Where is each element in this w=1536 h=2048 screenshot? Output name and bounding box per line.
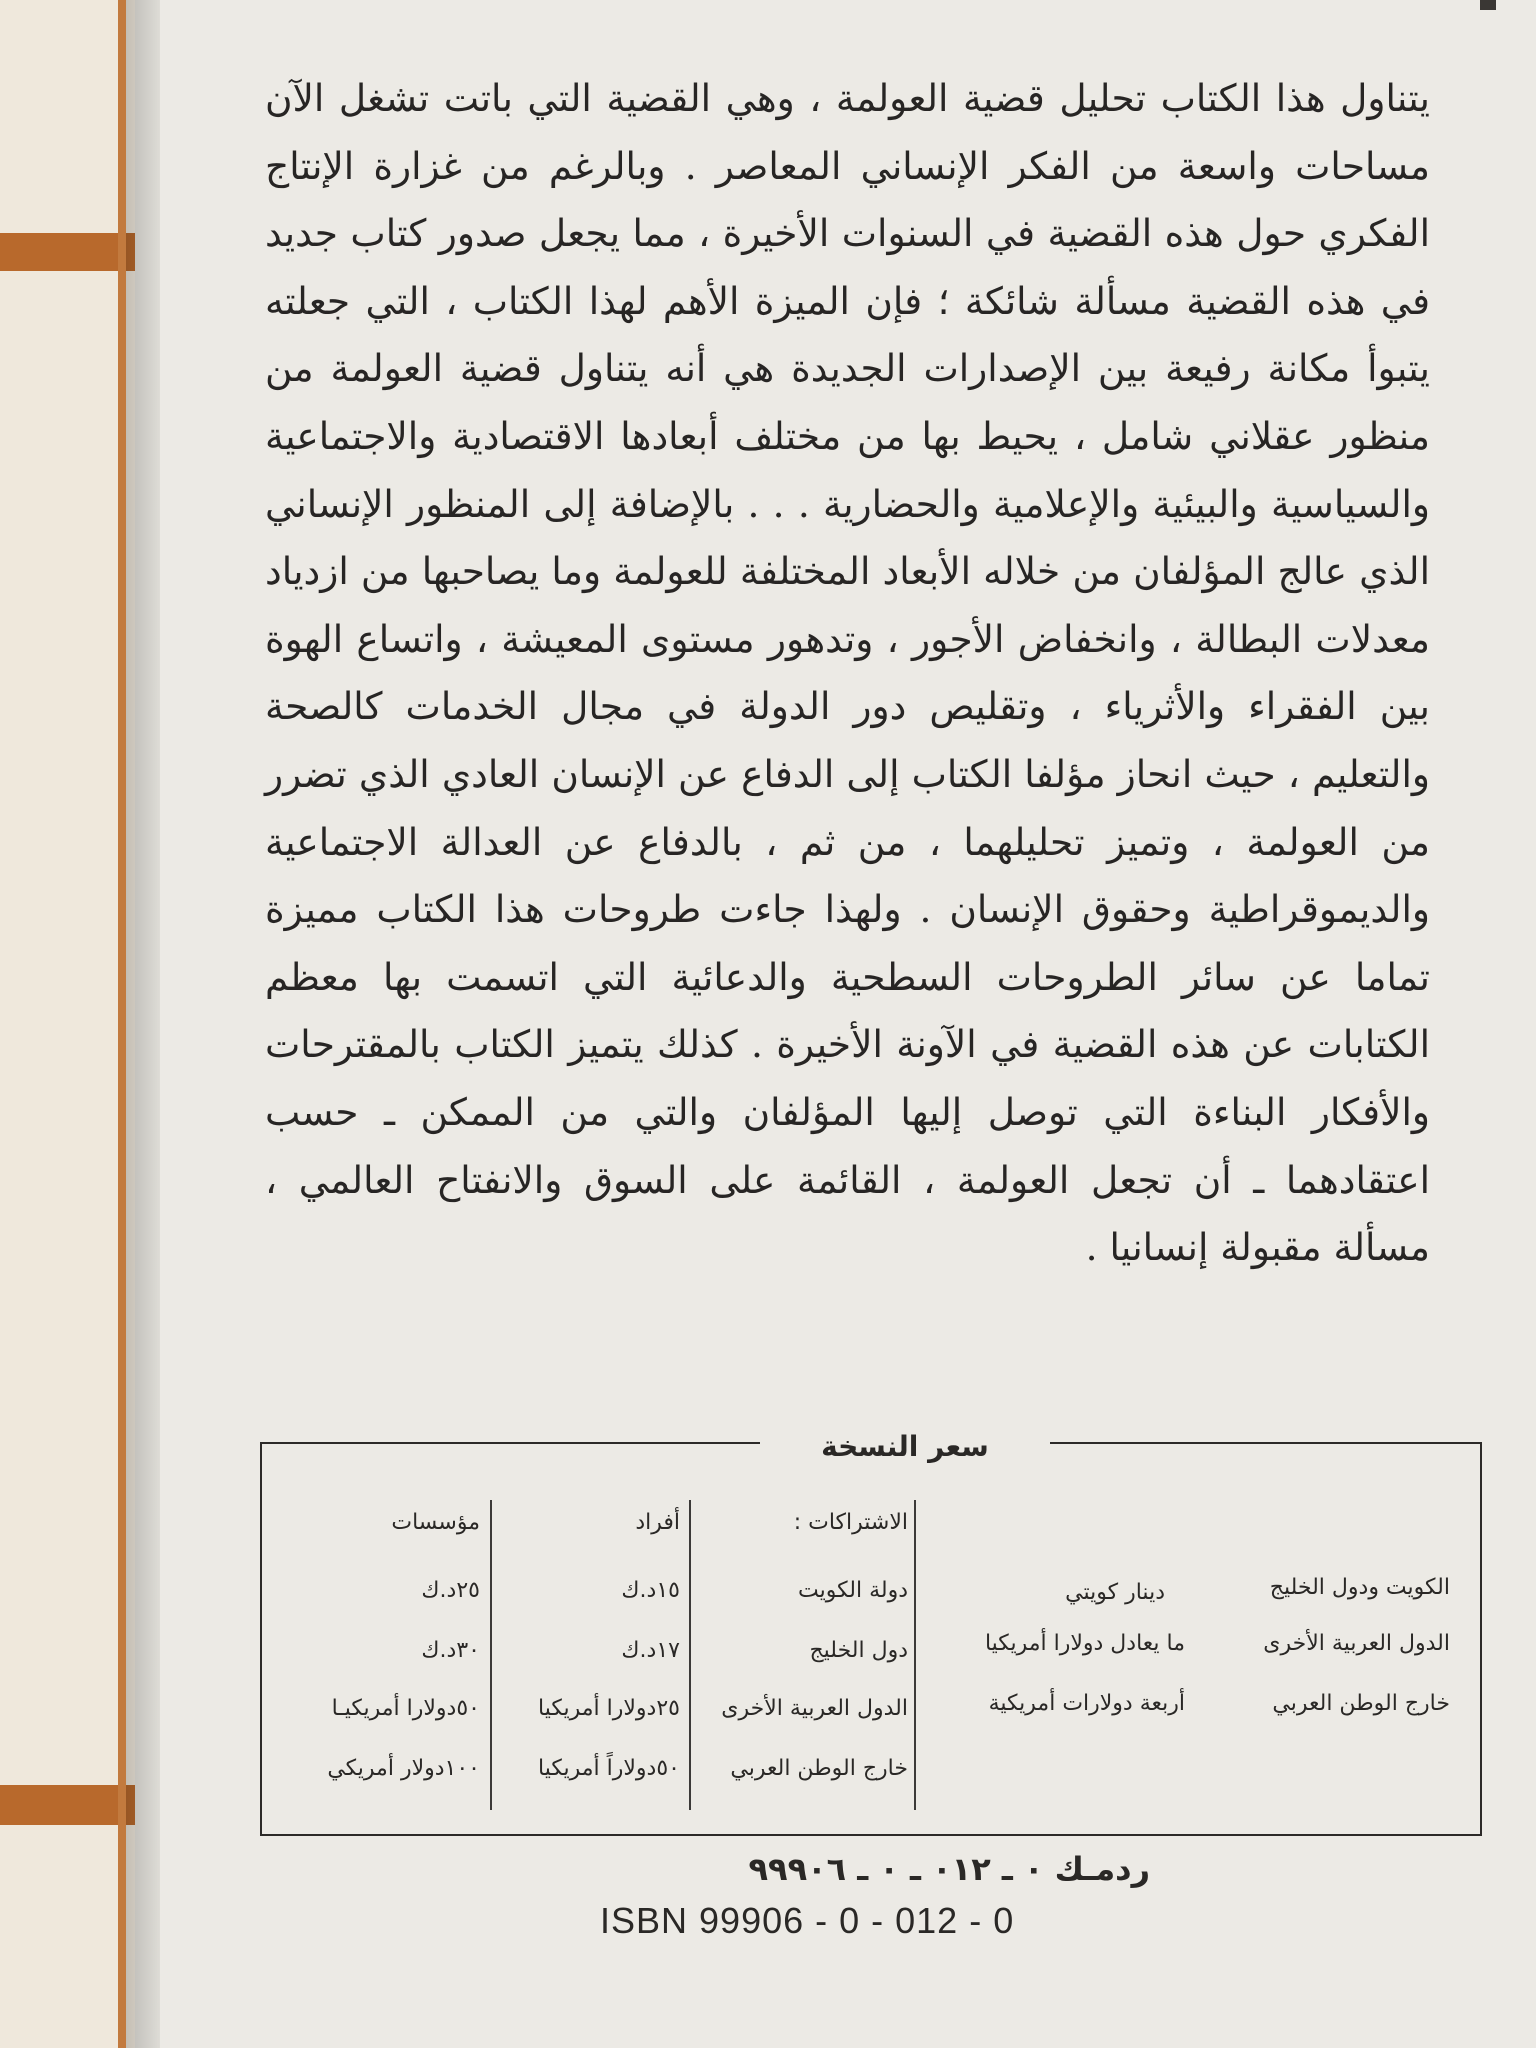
subscriptions-label: الاشتراكات : (793, 1510, 908, 1535)
top-mark (1480, 0, 1496, 10)
subscriptions-column (700, 1510, 908, 1810)
institutions-price-3: ٥٠دولارا أمريكيـا (331, 1696, 480, 1721)
institutions-price-4: ١٠٠دولار أمريكي (327, 1756, 480, 1781)
institutions-column (280, 1510, 480, 1810)
sub-region-3: الدول العربية الأخرى (721, 1696, 908, 1721)
region-2: الدول العربية الأخرى (1263, 1631, 1450, 1656)
column-divider (490, 1500, 492, 1810)
isbn-arabic: ردمـك ٠ ـ ٠١٢ ـ ٠ ـ ٩٩٩٠٦ (748, 1850, 1150, 1888)
region-price-3: أربعة دولارات أمريكية (988, 1691, 1185, 1716)
region-price-2: ما يعادل دولارا أمريكيا (984, 1631, 1185, 1656)
individuals-price-2: ١٧د.ك (621, 1638, 680, 1663)
region-prices-column (925, 1575, 1185, 1735)
book-description: يتناول هذا الكتاب تحليل قضية العولمة ، وهي القضية التي باتت تشغل الآن مساحات واسعة من الفكر الإنساني المعاصر . وبالرغم من غزارة الإنتاج الفكري حول هذه القضية في السنوات الأخيرة ، مما يجعل صدور كتاب جديد في هذه القضية مسألة شائكة ؛ فإن الميزة الأهم لهذا الكتاب ، التي جعلته يتبوأ مكانة رفيعة بين الإصدارات الجديدة هي أنه يتناول قضية العولمة من منظور عقلاني شامل ، يحيط بها من مختلف أبعادها الاقتصادية والاجتماعية والسياسية والبيئية والإعلامية والحضارية . . . بالإضافة إلى المنظور الإنساني الذي عالج المؤلفان من خلاله الأبعاد المختلفة للعولمة وما يصاحبها من ازدياد معدلات البطالة ، وانخفاض الأجور ، وتدهور مستوى المعيشة ، واتساع الهوة بين الفقراء والأثرياء ، وتقليص دور الدولة في مجال الخدمات كالصحة والتعليم ، حيث انحاز مؤلفا الكتاب إلى الدفاع عن الإنسان العادي الذي تضرر من العولمة ، وتميز تحليلهما ، من ثم ، بالدفاع عن العدالة الاجتماعية والديموقراطية وحقوق الإنسان . ولهذا جاءت طروحات هذا الكتاب مميزة تماما عن سائر الطروحات السطحية والدعائية التي اتسمت بها معظم الكتابات عن هذه القضية في الآونة الأخيرة . كذلك يتميز الكتاب بالمقترحات والأفكار البناءة التي توصل إليها المؤلفان والتي من الممكن ـ حسب اعتقادهما ـ أن تجعل العولمة ، القائمة على السوق والانفتاح العالمي ، مسألة مقبولة إنسانيا . (265, 76, 1430, 1270)
region-3: خارج الوطن العربي (1272, 1691, 1450, 1716)
region-price-1: دينار كويتي (1065, 1580, 1165, 1605)
column-divider (689, 1500, 691, 1810)
regions-column (1200, 1575, 1450, 1735)
individuals-column (500, 1510, 680, 1810)
institutions-price-2: ٣٠د.ك (421, 1638, 480, 1663)
orange-stripe (0, 1785, 135, 1825)
isbn-latin: ISBN 99906 - 0 - 012 - 0 (600, 1900, 1015, 1941)
sub-region-1: دولة الكويت (798, 1578, 908, 1603)
individuals-price-3: ٢٥دولارا أمريكيا (538, 1696, 680, 1721)
left-background-strip (0, 0, 135, 2048)
sub-region-4: خارج الوطن العربي (730, 1756, 908, 1781)
orange-stripe (0, 233, 135, 271)
individuals-label: أفراد (635, 1510, 680, 1535)
region-1: الكويت ودول الخليج (1269, 1575, 1450, 1600)
individuals-price-1: ١٥د.ك (621, 1578, 680, 1603)
book-edge-line (118, 0, 126, 2048)
column-divider (914, 1500, 916, 1810)
price-title: سعر النسخة (760, 1425, 1050, 1469)
individuals-price-4: ٥٠دولاراً أمريكيا (538, 1756, 680, 1781)
institutions-label: مؤسسات (391, 1510, 480, 1535)
sub-region-2: دول الخليج (809, 1638, 908, 1663)
institutions-price-1: ٢٥د.ك (421, 1578, 480, 1603)
